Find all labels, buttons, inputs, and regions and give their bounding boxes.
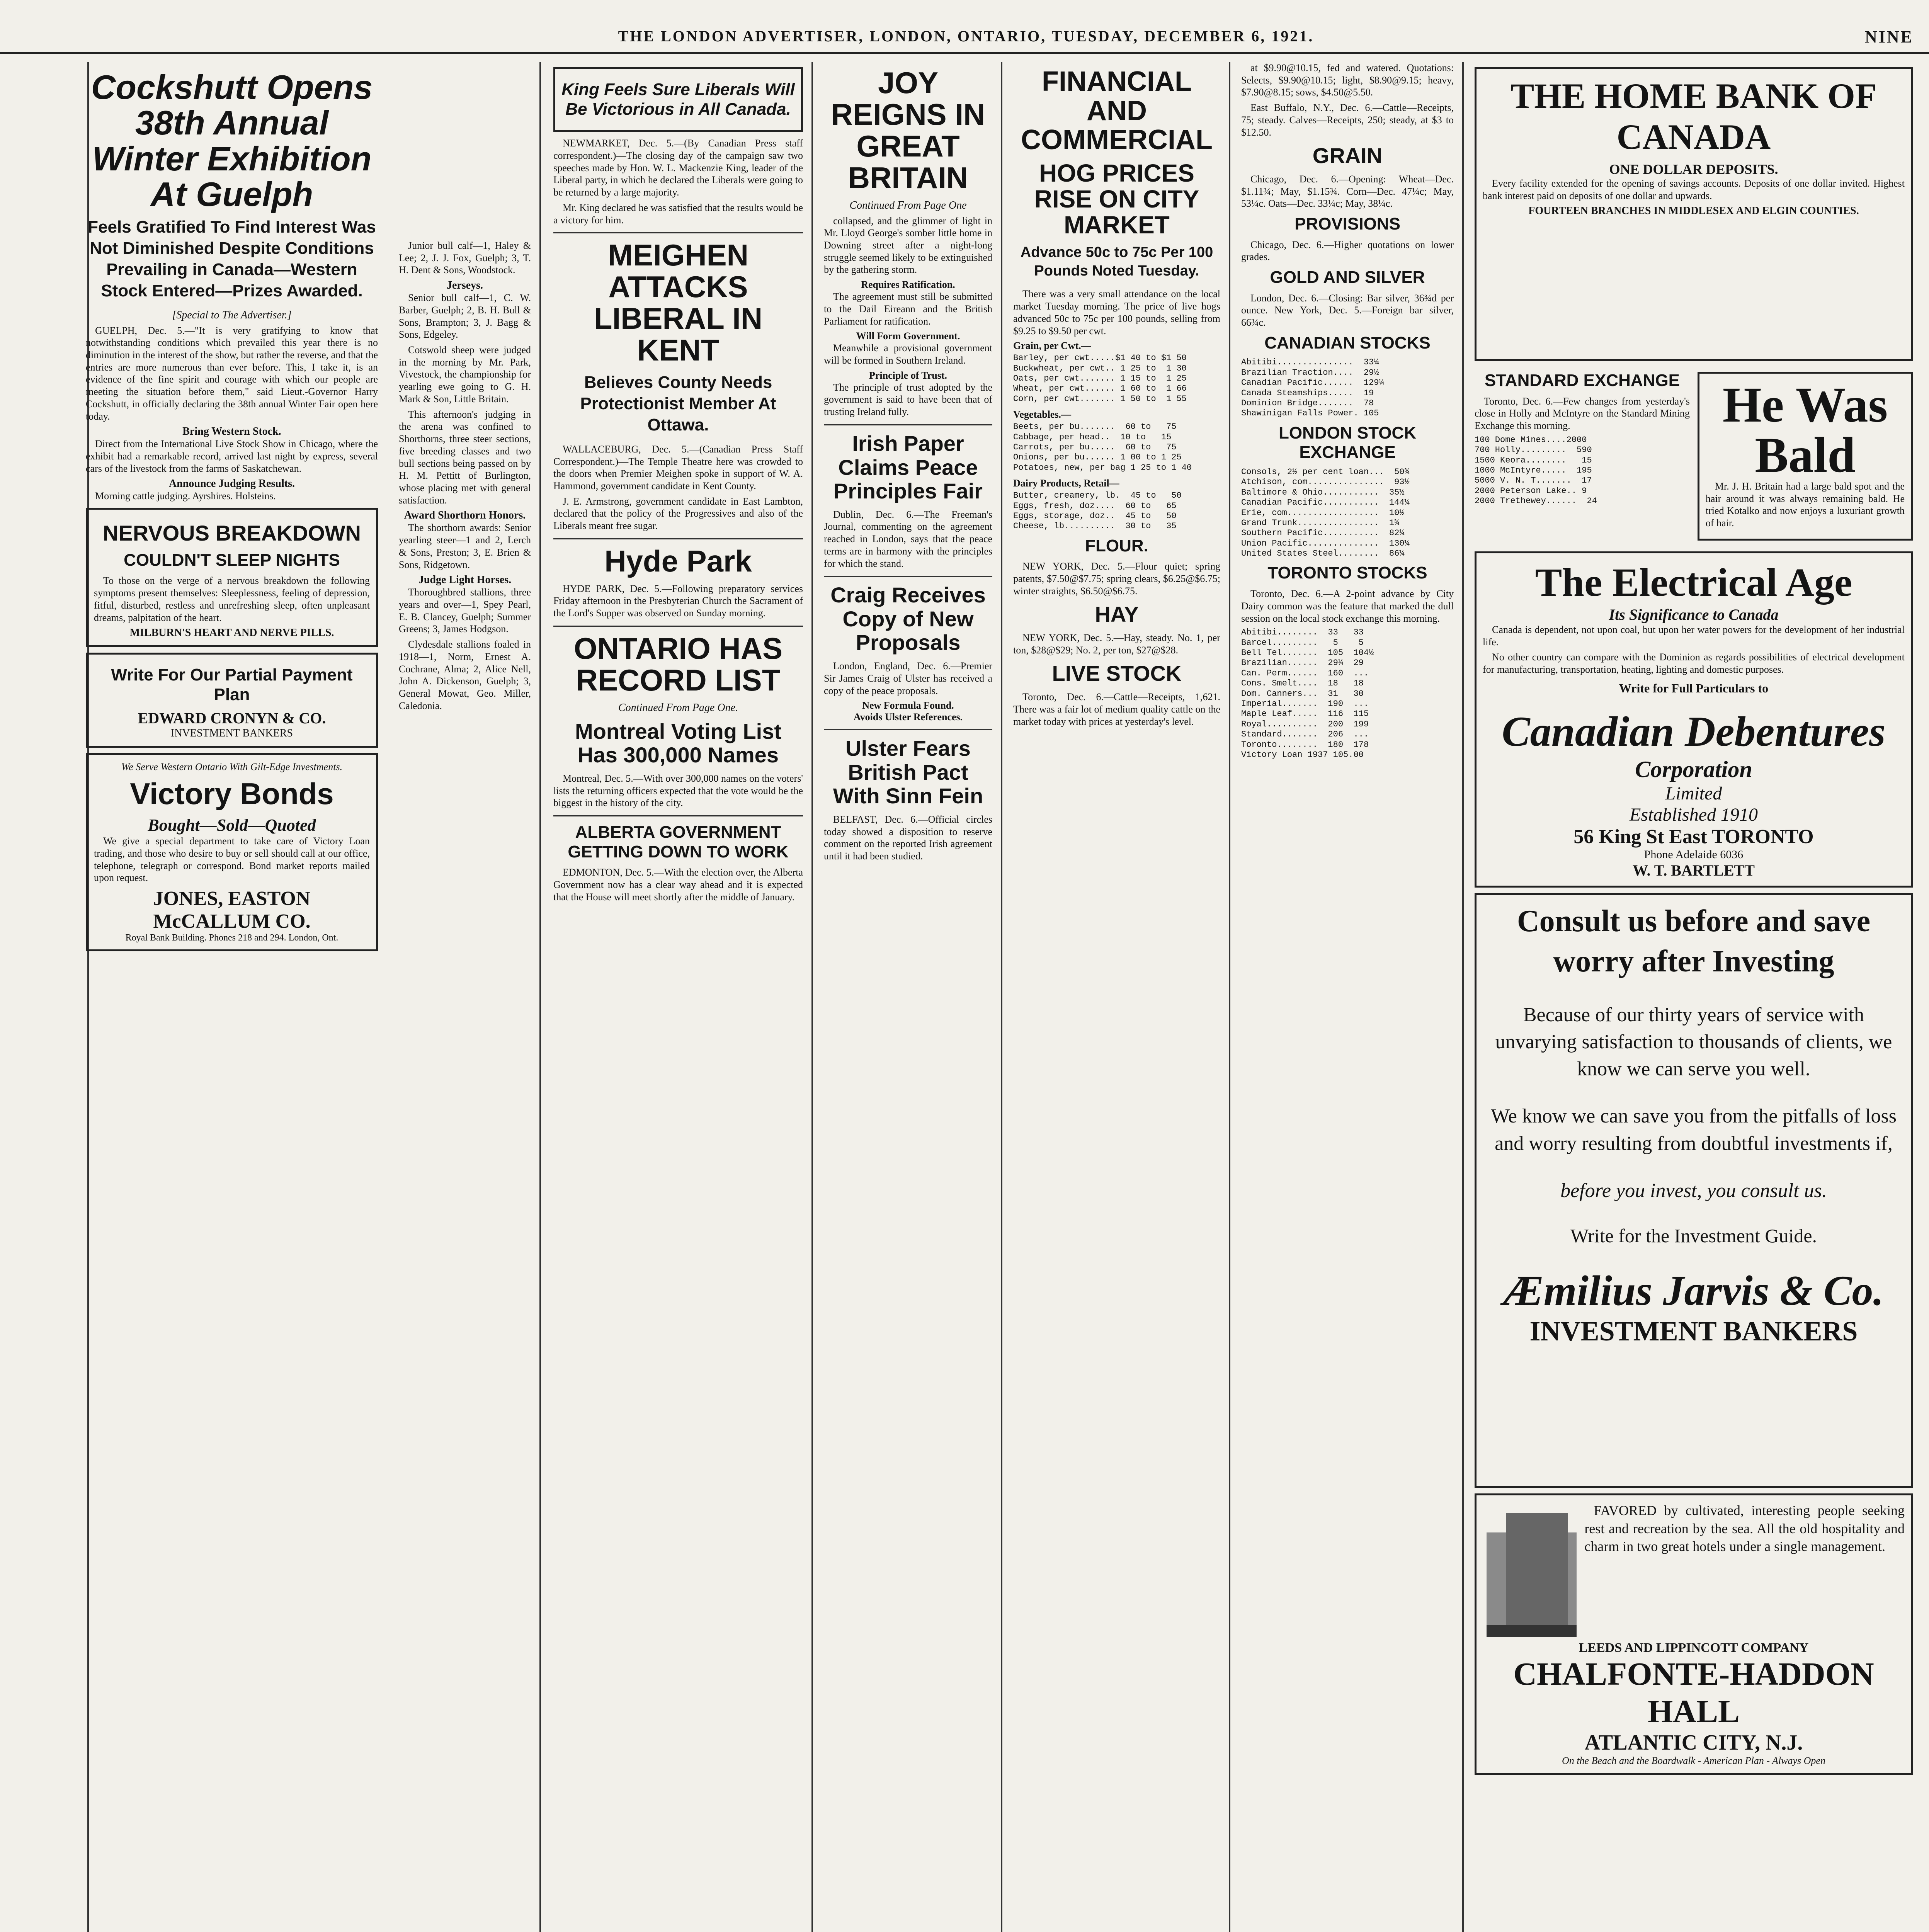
headline-craig: Craig Receives Copy of New Proposals (830, 583, 986, 655)
headline-ulster: Ulster Fears British Pact With Sinn Fein (833, 736, 983, 808)
ad-address: Royal Bank Building. Phones 218 and 294. London, Ont. (125, 933, 339, 943)
article-paragraph: Cotswold sheep were judged in the morning by Mr. Park, Vivestock, the championship for yearling ewe going to G. H. Mark & Son, Little Britain. (399, 344, 531, 405)
headline-irish-paper: Irish Paper Claims Peace Principles Fair (834, 431, 983, 503)
masthead (0, 0, 1929, 54)
table-row: Cheese, lb.......... 30 to 35 (1013, 521, 1177, 531)
ad-text: before you invest, you consult us. (1560, 1179, 1827, 1202)
section-flour: FLOUR. (1085, 536, 1148, 555)
column-3 (545, 62, 811, 1932)
article-paragraph: Meanwhile a provisional government will be formed in Southern Ireland. (824, 342, 992, 366)
ad-sub: Bought—Sold—Quoted (148, 816, 316, 835)
table-row: Onions, per bu...... 1 00 to 1 25 (1013, 452, 1182, 463)
table-heading: Vegetables.— (1013, 409, 1071, 420)
table-row: 2000 Trethewey...... 24 (1475, 496, 1597, 506)
table-row: Carrots, per bu..... 60 to 75 (1013, 442, 1177, 452)
row-standard-bald (1475, 366, 1913, 546)
divider (824, 424, 992, 425)
ad-home-bank (1475, 67, 1913, 361)
ad-company: LEEDS AND LIPPINCOTT COMPANY (1579, 1640, 1809, 1655)
vegetable-table (1013, 422, 1220, 473)
headline-hyde-park: Hyde Park (604, 544, 752, 578)
table-row: Dom. Canners... 31 30 (1241, 689, 1364, 699)
table-row: Canada Steamships..... 19 (1241, 388, 1374, 398)
ad-title: The Electrical Age (1535, 560, 1852, 605)
section-gold-silver: GOLD AND SILVER (1270, 268, 1425, 287)
table-row: Eggs, storage, doz.. 45 to 50 (1013, 511, 1177, 521)
table-row: Corn, per cwt....... 1 50 to 1 55 (1013, 394, 1187, 404)
article-paragraph: Mr. King declared he was satisfied that the results would be a victory for him. (553, 202, 803, 226)
table-row: Brazilian...... 29¼ 29 (1241, 658, 1364, 668)
section-live-stock: LIVE STOCK (1052, 661, 1182, 686)
article-paragraph: GUELPH, Dec. 5.—"It is very gratifying to know that notwithstanding conditions which prevailed this year there is no diminution in the interest of the show, but rather the reverse, and that the entries are more numerous than ever before. This, I take it, is an evidence of the fine spirit and courage with which our people are meeting the situation before them," said Lieut.-Governor Harry Cockshutt, in officially declaring the 38th annual Winter Fair open here today. (86, 325, 378, 422)
article-paragraph: Toronto, Dec. 6.—Few changes from yesterday's close in Holly and McIntyre on the Standard Mining Exchange this morning. (1475, 395, 1690, 432)
table-row: Barley, per cwt.....$1 40 to $1 50 (1013, 353, 1187, 363)
article-paragraph: NEW YORK, Dec. 5.—Flour quiet; spring patents, $7.50@$7.75; spring clears, $6.25@$6.75; winter straights, $6.50@$6.75. (1013, 561, 1220, 597)
table-row: Brazilian Traction.... 29½ (1241, 367, 1379, 378)
ad-branches: FOURTEEN BRANCHES IN MIDDLESEX AND ELGIN COUNTIES. (1528, 205, 1859, 217)
ad-intro: We Serve Western Ontario With Gilt-Edge Investments. (121, 761, 343, 773)
ad-jarvis (1475, 893, 1913, 1488)
article-paragraph: collapsed, and the glimmer of light in Mr. Lloyd George's somber little home in Downing street after a night-long struggle seemed likely to be extinguished by the gathering storm. (824, 215, 992, 276)
box-king (553, 67, 803, 132)
article-paragraph: HYDE PARK, Dec. 5.—Following preparatory services Friday afternoon in the Presbyterian Church the Sacrament of the Lord's Supper was observed on Sunday morning. (553, 583, 803, 619)
subhead: Award Shorthorn Honors. (404, 509, 526, 522)
article-paragraph: The shorthorn awards: Senior yearling steer—1 and 2, Lerch & Sons, Preston; 3, E. Brien & Sons, Ridgetown. (399, 522, 531, 570)
headline-meighen: MEIGHEN ATTACKS LIBERAL IN KENT (594, 238, 763, 367)
special-line: [Special to The Advertiser.] (172, 309, 292, 321)
headline-cockshutt: Cockshutt Opens 38th Annual Winter Exhibition At Guelph (91, 68, 373, 214)
table-row: Grand Trunk................ 1¾ (1241, 518, 1400, 528)
divider (553, 538, 803, 539)
masthead-title: THE LONDON ADVERTISER, LONDON, ONTARIO, TUESDAY, DECEMBER 6, 1921. (618, 27, 1314, 45)
article-paragraph: Senior bull calf—1, C. W. Barber, Guelph; 2, B. H. Bull & Sons, Brampton; 3, J. Bagg & Sons, Edgeley. (399, 292, 531, 340)
ad-chalfonte-top (1483, 1502, 1905, 1641)
table-row: Canadian Pacific........... 144¼ (1241, 498, 1410, 508)
ad-firm-corp: Corporation (1635, 756, 1752, 782)
ad-title: Write For Our Partial Payment Plan (111, 665, 353, 704)
subhead: Requires Ratification. (861, 279, 955, 291)
headline-montreal: Montreal Voting List Has 300,000 Names (575, 719, 782, 767)
article-paragraph: Junior bull calf—1, Haley & Lee; 2, J. J. Fox, Guelph; 3, T. H. Dent & Sons, Woodstock. (399, 240, 531, 276)
article-paragraph: at $9.90@10.15, fed and watered. Quotations: Selects, $9.90@10.15; light, $8.90@9.15; heavy, $7.90@8.15; sows, $4.50@5.50. (1241, 62, 1454, 98)
table-row: Union Pacific.............. 130¼ (1241, 538, 1410, 548)
subhead: Judge Light Horses. (418, 574, 512, 586)
article-paragraph: There was a very small attendance on the local market Tuesday morning. The price of live hogs advanced 50c to 75c per 100 pounds, selling from $9.25 to $9.50 per cwt. (1013, 288, 1220, 337)
table-row: 5000 V. N. T....... 17 (1475, 476, 1592, 486)
table-row: Cabbage, per head.. 10 to 15 (1013, 432, 1172, 442)
table-row: Canadian Pacific...... 129¼ (1241, 378, 1384, 388)
column-7 (1466, 62, 1921, 1932)
table-row: Oats, per cwt....... 1 15 to 1 25 (1013, 374, 1187, 383)
column-6 (1233, 62, 1462, 1932)
headline-alberta: ALBERTA GOVERNMENT GETTING DOWN TO WORK (568, 822, 789, 861)
article-paragraph: NEW YORK, Dec. 5.—Hay, steady. No. 1, per ton, $28@$29; No. 2, per ton, $27@$28. (1013, 632, 1220, 656)
ad-hotel-name: CHALFONTE-HADDON HALL (1513, 1656, 1874, 1730)
article-paragraph: The principle of trust adopted by the government is said to have been that of trusting Ireland fully. (824, 381, 992, 418)
divider (553, 815, 803, 816)
table-row: Eggs, fresh, doz.... 60 to 65 (1013, 501, 1177, 511)
subhead: Announce Judging Results. (169, 478, 295, 490)
ad-title: THE HOME BANK OF CANADA (1510, 76, 1877, 156)
section-london-exchange: LONDON STOCK EXCHANGE (1278, 423, 1417, 462)
column-rule (1462, 62, 1464, 1932)
column-4 (815, 62, 1001, 1932)
table-heading: Grain, per Cwt.— (1013, 340, 1091, 352)
ad-city: ATLANTIC CITY, N.J. (1584, 1730, 1803, 1755)
banner-financial: FINANCIAL AND COMMERCIAL (1021, 66, 1213, 156)
table-row: 100 Dome Mines....2000 (1475, 435, 1587, 445)
subhead: Bring Western Stock. (182, 425, 281, 438)
table-row: United States Steel........ 86¼ (1241, 549, 1405, 559)
subhead: Will Form Government. (856, 330, 960, 342)
ad-firm: Canadian Debentures (1502, 707, 1886, 755)
article-paragraph: BELFAST, Dec. 6.—Official circles today showed a disposition to reserve comment on the reported Irish agreement until it had been studied. (824, 814, 992, 862)
ad-electrical-age (1475, 551, 1913, 888)
ad-firm: EDWARD CRONYN & CO. (138, 709, 326, 727)
headline-hog-prices: HOG PRICES RISE ON CITY MARKET (1034, 159, 1199, 239)
table-row: Standard....... 206 ... (1241, 730, 1369, 740)
article-paragraph: NEWMARKET, Dec. 5.—(By Canadian Press staff correspondent.)—The closing day of the campaign saw two speeches made by Hon. W. L. Mackenzie King, leader of the Liberal party, in which he declared the Liberals were going to be returned by a large majority. (553, 138, 803, 198)
column-rule (539, 62, 541, 1932)
subhead: Jerseys. (446, 279, 483, 292)
section-grain: GRAIN (1312, 143, 1383, 168)
ad-title: Victory Bonds (130, 777, 334, 811)
table-row: Erie, com.................. 10½ (1241, 508, 1405, 518)
section-toronto-stocks: TORONTO STOCKS (1267, 563, 1427, 583)
ad-chalfonte (1475, 1493, 1913, 1775)
ad-firm: Æmilius Jarvis & Co. (1504, 1267, 1884, 1314)
ad-firm-est: Established 1910 (1630, 804, 1758, 825)
ad-text: Every facility extended for the opening of savings accounts. Deposits of one dollar invited. Highest bank interest paid on deposits of one dollar and upwards. (1483, 178, 1905, 201)
article-paragraph: Montreal, Dec. 5.—With over 300,000 names on the voters' lists the returning officers expected that the vote would be the biggest in the history of the city. (553, 772, 803, 809)
ad-victory-bonds (86, 753, 378, 951)
article-paragraph: Chicago, Dec. 6.—Higher quotations on lower grades. (1241, 239, 1454, 263)
dairy-table (1013, 491, 1220, 532)
divider (824, 729, 992, 730)
ad-tagline: On the Beach and the Boardwalk - American Plan - Always Open (1562, 1755, 1825, 1766)
headline-ontario: ONTARIO HAS RECORD LIST (573, 631, 783, 697)
continued-note: Continued From Page One. (618, 701, 738, 714)
column-rule (1001, 62, 1002, 1932)
article-paragraph: The agreement must still be submitted to the Dail Eireann and the British Parliament for ratification. (824, 291, 992, 327)
table-row: Beets, per bu....... 60 to 75 (1013, 422, 1177, 432)
article-paragraph: Toronto, Dec. 6.—Cattle—Receipts, 1,621. There was a fair lot of medium quality cattle on the market today with prices at yesterday's level. (1013, 691, 1220, 727)
ad-nervous-breakdown (86, 508, 378, 647)
table-row: Toronto........ 180 178 (1241, 740, 1369, 750)
table-row: Baltimore & Ohio........... 35½ (1241, 487, 1405, 497)
subhead: Principle of Trust. (869, 369, 947, 381)
table-row: Buckwheat, per cwt.. 1 25 to 1 30 (1013, 363, 1187, 373)
ad-sub: Its Significance to Canada (1609, 605, 1779, 623)
article-paragraph: Chicago, Dec. 6.—Opening: Wheat—Dec. $1.11¾; May, $1.15¾. Corn—Dec. 47¼c; May, 53¼c. Oats—Dec. 33¼c; May, 38¼c. (1241, 173, 1454, 209)
deck-meighen: Believes County Needs Protectionist Member At Ottawa. (580, 372, 776, 434)
continued-note: Continued From Page One (849, 199, 967, 211)
column-1 (77, 62, 386, 1932)
ad-brand: MILBURN'S HEART AND NERVE PILLS. (129, 627, 334, 639)
ad-he-was-bald (1698, 372, 1913, 541)
ad-sub: INVESTMENT BANKERS (1529, 1315, 1858, 1347)
section-provisions: PROVISIONS (1295, 214, 1400, 234)
section-hay: HAY (1095, 602, 1139, 627)
table-row: Butter, creamery, lb. 45 to 50 (1013, 491, 1182, 501)
column-rule (1229, 62, 1230, 1932)
table-row: 700 Holly......... 590 (1475, 445, 1592, 455)
ad-text: We give a special department to take care of Victory Loan trading, and those who desire to buy or sell should call at our office, telephone, telegraph or correspond. Bond market reports mailed upon request. (94, 835, 370, 884)
table-row: 1000 McIntyre..... 195 (1475, 465, 1592, 475)
ad-address: 56 King St East TORONTO (1573, 825, 1814, 848)
table-row: 1500 Keora........ 15 (1475, 455, 1592, 465)
ad-text: We know we can save you from the pitfalls of loss and worry resulting from doubtful investments if, (1490, 1105, 1897, 1155)
article-paragraph: East Buffalo, N.Y., Dec. 6.—Cattle—Receipts, 75; steady. Calves—Receipts, 250; steady, at $3 to $12.50. (1241, 102, 1454, 138)
box-headline: King Feels Sure Liberals Will Be Victorious in All Canada. (561, 80, 795, 119)
ad-write: Write for Full Particulars to (1619, 681, 1769, 695)
hotel-illustration (1483, 1502, 1577, 1641)
canadian-stocks-table (1241, 357, 1454, 418)
ad-rep: W. T. BARTLETT (1633, 861, 1755, 879)
toronto-stocks-table (1241, 628, 1454, 760)
ad-text: Because of our thirty years of service with unvarying satisfaction to thousands of clients, we know we can serve you well. (1495, 1003, 1892, 1080)
ad-sub: ONE DOLLAR DEPOSITS. (1609, 162, 1778, 177)
table-row: Southern Pacific........... 82¼ (1241, 528, 1405, 538)
grain-table (1013, 353, 1220, 404)
table-row: Cons. Smelt.... 18 18 (1241, 679, 1364, 689)
article-paragraph: Direct from the International Live Stock Show in Chicago, where the exhibit had a remarkable record, arrived last night by express, several cars of the livestock from the farms of Saskatchewan. (86, 438, 378, 474)
table-row: Bell Tel....... 105 104½ (1241, 648, 1374, 658)
article-paragraph: EDMONTON, Dec. 5.—With the election over, the Alberta Government now has a clear way ahead and it is expected that the House will meet shortly after the middle of January. (553, 867, 803, 903)
subhead: Avoids Ulster References. (853, 711, 963, 723)
table-row: Consols, 2½ per cent loan... 50¾ (1241, 467, 1410, 477)
article-paragraph: Dublin, Dec. 6.—The Freeman's Journal, commenting on the agreement reached in London, says that the peace terms are in harmony with the principles for which the stand. (824, 509, 992, 569)
article-paragraph: Thoroughbred stallions, three years and over—1, Spey Pearl, E. B. Clancey, Guelph; Summer Greens; 3, James Hodgson. (399, 587, 531, 635)
table-row: 2000 Peterson Lake.. 9 (1475, 486, 1587, 496)
ad-text: FAVORED by cultivated, interesting people seeking rest and recreation by the sea. All the old hospitality and charm in two great hotels under a single management. (1584, 1502, 1905, 1554)
standard-exchange (1475, 366, 1690, 546)
table-row: Imperial....... 190 ... (1241, 699, 1369, 709)
section-standard-exchange: STANDARD EXCHANGE (1484, 371, 1680, 390)
article-paragraph: WALLACEBURG, Dec. 5.—(Canadian Press Staff Correspondent.)—The Temple Theatre here was crowded to the doors when Premier Meighen spoke in support of W. A. Hammond, government candidate in Kent County. (553, 443, 803, 492)
table-row: Potatoes, new, per bag 1 25 to 1 40 (1013, 463, 1192, 473)
ad-write: Write for the Investment Guide. (1570, 1225, 1817, 1247)
table-row: Shawinigan Falls Power. 105 (1241, 408, 1379, 418)
table-row: Royal.......... 200 199 (1241, 719, 1369, 729)
article-paragraph: Morning cattle judging. Ayrshires. Holsteins. (95, 490, 276, 502)
section-canadian-stocks: CANADIAN STOCKS (1264, 333, 1431, 352)
page-number: NINE (1864, 27, 1914, 46)
table-row: Victory Loan 1937 105.00 (1241, 750, 1364, 760)
ad-title: He Was Bald (1722, 377, 1888, 483)
ad-title: NERVOUS BREAKDOWN (103, 521, 361, 546)
table-row: Maple Leaf..... 116 115 (1241, 709, 1369, 719)
table-row: Atchison, com............... 93½ (1241, 477, 1410, 487)
ad-text: Mr. J. H. Britain had a large bald spot and the hair around it was always remaining bald. He tried Kotalko and now enjoys a luxuriant growth of hair. (1705, 481, 1905, 529)
table-row: Barcel......... 5 5 (1241, 638, 1364, 648)
column-2 (390, 62, 539, 1932)
deck-hog-prices: Advance 50c to 75c Per 100 Pounds Noted Tuesday. (1020, 244, 1213, 279)
article-paragraph: Toronto, Dec. 6.—A 2-point advance by City Dairy common was the feature that marked the dull session on the local stock exchange this morning. (1241, 588, 1454, 624)
headline-joy-reigns: JOY REIGNS IN GREAT BRITAIN (831, 66, 985, 195)
ad-title: Consult us before and save worry after Investing (1517, 904, 1871, 978)
ad-firm-ltd: Limited (1665, 783, 1722, 804)
standard-exchange-table (1475, 435, 1690, 507)
table-row: Can. Perm...... 160 ... (1241, 668, 1369, 678)
divider (553, 626, 803, 627)
ad-text: To those on the verge of a nervous breakdown the following symptoms present themselves: Sleeplessness, feeling of depression, fitful, disturbed, restless and unrefreshing sleep, often unpleasant dreams, palpitation of the heart. (94, 575, 370, 623)
ad-cronyn (86, 653, 378, 748)
article-paragraph: London, Dec. 6.—Closing: Bar silver, 36¾d per ounce. New York, Dec. 5.—Foreign bar silver, 66¾c. (1241, 292, 1454, 328)
column-5 (1005, 62, 1229, 1932)
ad-phone: Phone Adelaide 6036 (1644, 848, 1744, 861)
article-paragraph: Clydesdale stallions foaled in 1918—1, Norm, Ernest A. Cochrane, Alma; 2, Alice Nell, John A. Dickenson, Guelph; 3, General Mowat, Geo. Miller, Caledonia. (399, 639, 531, 711)
ad-sub: INVESTMENT BANKERS (170, 727, 293, 740)
article-paragraph: This afternoon's judging in the arena was confined to Shorthorns, three steer sections, five breeding classes and two bull sections being passed on by H. M. Pettitt of Burlington, whose placing met with general satisfaction. (399, 408, 531, 506)
divider (553, 232, 803, 233)
column-rule (811, 62, 813, 1932)
ad-subtitle: COULDN'T SLEEP NIGHTS (124, 550, 340, 570)
table-row: Dominion Bridge....... 78 (1241, 398, 1374, 408)
ad-firm: JONES, EASTON McCALLUM CO. (153, 888, 311, 933)
table-row: Wheat, per cwt...... 1 60 to 1 66 (1013, 384, 1187, 394)
ad-text: Canada is dependent, not upon coal, but upon her water powers for the development of her industrial life. (1483, 624, 1905, 648)
article-paragraph: J. E. Armstrong, government candidate in East Lambton, declared that the policy of the Progressives and also of the Liberals meant free sugar. (553, 495, 803, 532)
london-stocks-table (1241, 467, 1454, 559)
divider (824, 576, 992, 577)
article-paragraph: London, England, Dec. 6.—Premier Sir James Craig of Ulster has received a copy of the peace proposals. (824, 660, 992, 696)
subhead: New Formula Found. (862, 700, 954, 711)
deck-cockshutt: Feels Gratified To Find Interest Was Not Diminished Despite Conditions Prevailing in Canada—Western Stock Entered—Prizes Awarded. (88, 217, 376, 300)
ad-text: No other country can compare with the Dominion as regards possibilities of electrical development for manufacturing, transportation, heating, lighting and domestic purposes. (1483, 651, 1905, 675)
table-row: Abitibi........ 33 33 (1241, 628, 1364, 638)
table-row: Abitibi............... 33¼ (1241, 357, 1379, 367)
table-heading: Dairy Products, Retail— (1013, 478, 1119, 489)
